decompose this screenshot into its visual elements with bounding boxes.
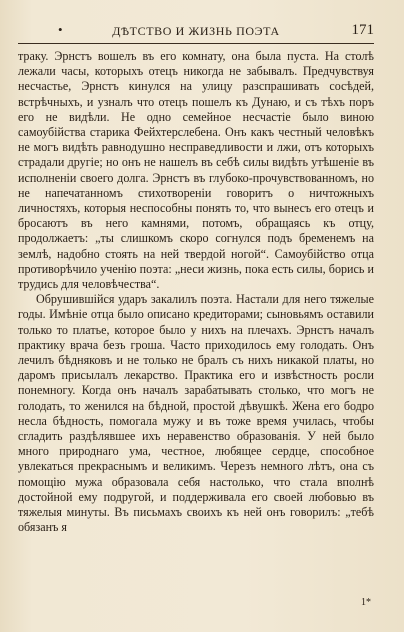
paragraph-2: Обрушившійся ударъ закалилъ поэта. Настали для него тяжелые годы. Имѣніе отца было описано кредиторами; сыновьямъ оставили только то платье, которое было у нихъ на плечахъ. Эрнстъ началъ практику врача безъ гроша. Часто приходилось ему голодать. Онъ лечилъ бѣдняковъ и не только не бралъ съ нихъ никакой платы, но даромъ присылалъ лекарство. Практика его и извѣстность росли понемногу. Когда онъ началъ зарабатывать столько, что могъ не голодать, то женился на бѣдной, простой дѣвушкѣ. Жена его бодро несла бѣдность, помогала мужу и въ тоже время училась, чтобы сгладить раздѣлявшее ихъ неравенство образованія. У ней было много природнаго ума, честное, любящее сердце, способное увлекаться прекраснымъ и великимъ. Черезъ немного лѣтъ, она съ помощію мужа образовала себя настолько, что стала вполнѣ достойной ему подругой, и поддерживала его своей любовью въ тяжелыя минуты. Въ письмахъ своихъ къ ней онъ говорилъ: „тебѣ обязанъ я bbox=[18, 292, 374, 535]
page-number: 171 bbox=[351, 22, 374, 38]
body-text bbox=[18, 49, 374, 536]
header-rule bbox=[18, 43, 374, 44]
running-header bbox=[18, 22, 374, 42]
header-bullet: • bbox=[58, 22, 63, 37]
signature-mark: 1* bbox=[361, 597, 371, 608]
running-title: ДѢТСТВО И ЖИЗНЬ ПОЭТА bbox=[112, 24, 280, 38]
paragraph-1: траку. Эрнстъ вошелъ въ его комнату, она была пуста. На столѣ лежали часы, которыхъ отецъ никогда не забывалъ. Предчувствуя несчастье, Эрнстъ кинулся на улицу разспрашивать сосѣдей, встрѣчныхъ, и узналъ что отецъ пошелъ къ Дунаю, и съ тѣхъ поръ его не видѣли. Не одно семейное несчастіе было виною самоубійства старика Фейхтерслебена. Онъ какъ честный человѣкъ не могъ видѣть равнодушно несправедливости и лжи, отъ которыхъ страдали другіе; но онъ не нашелъ въ себѣ силы видѣть утѣшеніе въ исполненіи своего долга. Эрнстъ въ глубоко-прочувствованномъ, но не напечатанномъ стихотвореніи говоритъ о ничтожныхъ личностяхъ, которыя неспособны понять то, что вынесъ его отецъ и бросаютъ въ него камнями, потомъ, обращаясь къ отцу, продолжаетъ: „ты слишкомъ скоро согнулся подъ бременемъ на землѣ, надобно стоять на ней твердой ногой“. Самоубійство отца противорѣчило ученію поэта: „неси жизнь, пока есть силы, борись и трудись для человѣчества“. bbox=[18, 49, 374, 292]
